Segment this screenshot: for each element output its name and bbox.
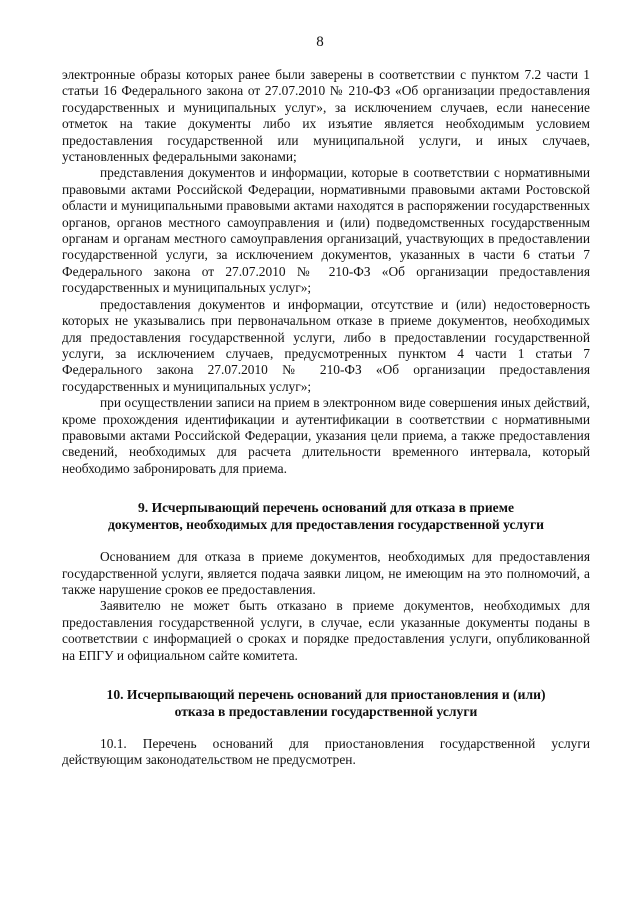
section-10-title-line2: отказа в предоставлении государственной услуги (174, 704, 478, 719)
section-9-paragraph-grounds: Основанием для отказа в приеме документов, необходимых для предоставления государственной услуги, является подача заявки лицом, не имеющим на это полномочий, а также нарушение сроков ее предоставления. (62, 549, 590, 597)
document-body (62, 67, 590, 769)
section-9-title-line1: 9. Исчерпывающий перечень оснований для отказа в приеме (137, 500, 515, 516)
paragraph-documents-information: представления документов и информации, которые в соответствии с нормативными правовыми актами Российской Федерации, нормативными правовыми актами Ростовской области и муниципальными правовыми актами находятся в распоряжении государственных органов, органов местного самоуправления и (или) подведомственных государственным органам и органам местного самоуправления организаций, участвующих в предоставлении государственной услуги, за исключением документов, указанных в части 6 статьи 7 Федерального закона от 27.07.2010 № 210-ФЗ «Об организации предоставления государственных и муниципальных услуг»; (62, 165, 590, 296)
section-9-paragraph-no-refusal: Заявителю не может быть отказано в приеме документов, необходимых для предоставления государственной услуги, в случае, если указанные документы поданы в соответствии с информацией о сроках и порядке предоставления услуги, опубликованной на ЕПГУ и официальном сайте комитета. (62, 598, 590, 663)
section-10-title-line1: 10. Исчерпывающий перечень оснований для приостановления и (или) (106, 687, 546, 702)
page-number: 8 (316, 34, 324, 50)
paragraph-documents-inaccuracy: предоставления документов и информации, отсутствие и (или) недостоверность которых не указывались при первоначальном отказе в приеме документов, необходимых для предоставления государственной услуги, либо в предоставлении государственной услуги, за исключением случаев, предусмотренных пунктом 4 части 1 статьи 7 Федерального закона 27.07.2010 № 210-ФЗ «Об организации предоставления государственных и муниципальных услуг»; (62, 296, 590, 394)
section-10-paragraph-suspension: 10.1. Перечень оснований для приостановления государственной услуги действующим законодательством не предусмотрен. (62, 736, 590, 768)
section-9-title-line2: документов, необходимых для предоставления государственной услуги (108, 517, 544, 533)
paragraph-electronic-appointment: при осуществлении записи на прием в электронном виде совершения иных действий, кроме прохождения идентификации и аутентификации в соответствии с нормативными правовыми актами Российской Федерации, указания цели приема, а также предоставления сведений, необходимых для расчета длительности временного интервала, который необходимо забронировать для приема. (62, 395, 590, 476)
section-10-heading (62, 686, 590, 720)
section-9-heading (62, 499, 590, 533)
paragraph-continuation: электронные образы которых ранее были заверены в соответствии с пунктом 7.2 части 1 статьи 16 Федерального закона от 27.07.2010 № 210-ФЗ «Об организации предоставления государственных и муниципальных услуг», за исключением случаев, если нанесение отметок на такие документы либо их изъятие является необходимым условием предоставления государственной или муниципальной услуги, и иных случаев, установленных федеральными законами; (62, 67, 590, 165)
